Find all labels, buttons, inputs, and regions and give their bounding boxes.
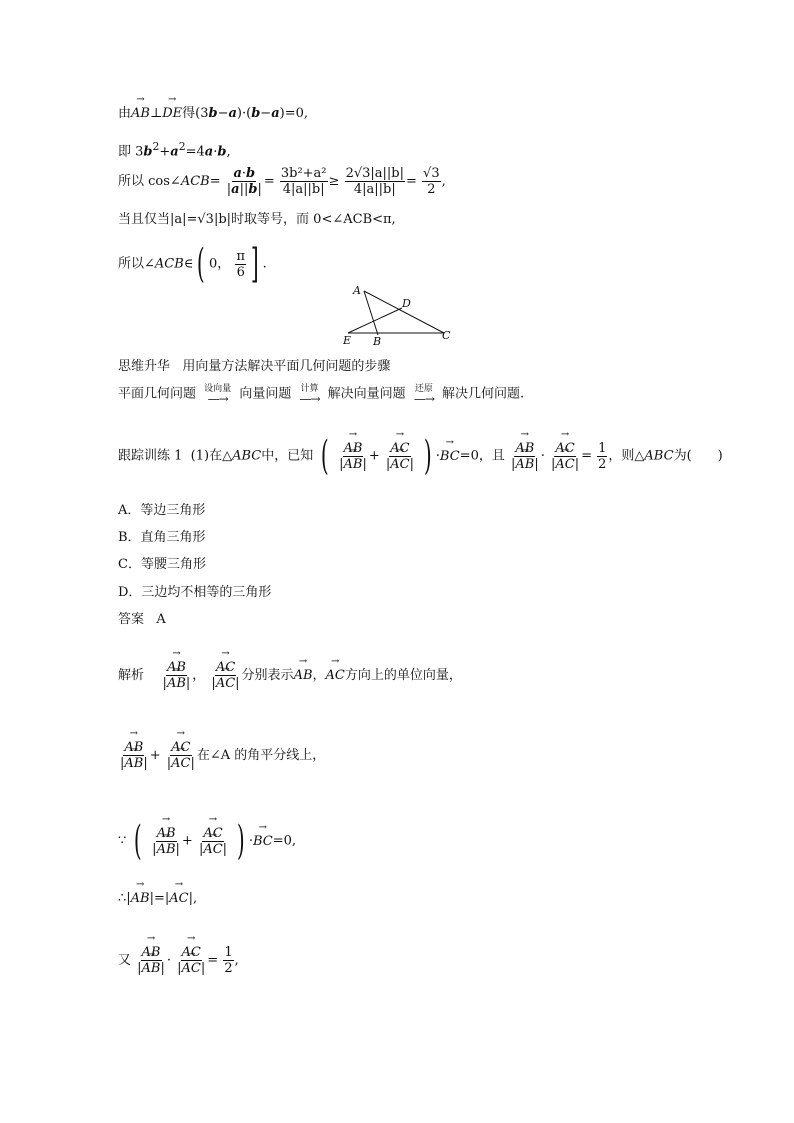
analysis-line-3: ∵ ( → $\frac{AB}{|\to AB|}$ + → $\frac{AC}{|\to AC|}$ ) ·→ BC=0, — [118, 821, 296, 861]
proof-line-5: 所以∠ACB∈( 0， $\frac{\pi}{6}$ ] . — [118, 241, 267, 287]
frac-ab: $\frac{a\cdot b}{|a||b|}$ — [226, 166, 262, 197]
analysis-line-2: → $\frac{AB}{|\to AB|}$ + → $\frac{AC}{|\to AC|}$ 在∠A 的角平分线上， — [118, 740, 325, 771]
proof-line-1: 由→ AB⊥→ DE得(3b−a)·(b−a)=0, — [118, 106, 308, 122]
option-d: D．三边均不相等的三角形 — [118, 585, 272, 600]
proof-line-4: 当且仅当|a|=√3|b|时取等号，而 0<∠ACB<π, — [118, 212, 396, 227]
steps-line: 平面几何问题 设向量 —→ 向量问题 计算 —→ 解决向量问题 还原 —→ 解决几何问题. — [118, 384, 525, 406]
analysis-line-1: 解析 → $\frac{AB}{|\to AB|}$ ， → $\frac{AC}{|\to AC|}$ 分别表示→ AB，→ AC方向上的单位向量， — [118, 660, 462, 691]
proof-line-2: 即 $3b^2+a^2=4a\cdot b$, — [118, 140, 231, 160]
analysis-line-5: 又 → $\frac{AB}{|\to AB|}$ · → $\frac{AC}{|\to AC|}$ = $\frac{1}{2}$ , — [118, 945, 239, 976]
frac-3: $\frac{2√3|a||b|}{4|a||b|}$ — [345, 166, 404, 197]
exercise-line: 跟踪训练 1 (1)在△ABC中，已知 ( → $\frac{AB}{|\to AB|}$ + → $\frac{AC}{|\to AC|}$ ) ·→ BC=0，且 → $\frac{AB}{|\to AB|}$ · → $\frac{AC}{|\to AC|}$ = $\frac{1}{2}$ ，则△ABC为( ) — [118, 436, 723, 476]
summary-heading: 思维升华 用向量方法解决平面几何问题的步骤 — [118, 359, 391, 374]
triangle-diagram — [336, 280, 460, 350]
label-B: B — [373, 335, 382, 348]
frac-4: $\frac{√3}{2}$ — [423, 166, 440, 197]
proof-line-3: 所以 cos∠ACB= $\frac{a\cdot b}{|a||b|}$ = $\frac{\text{3b²+a²}}{4|a||b|}$ ≥ $\frac{2√3|a||b|}{4|a||b|}$ = $\frac{√3}{2}$ , — [118, 166, 446, 197]
label-E: E — [343, 334, 352, 347]
frac-2: $\frac{\text{3b²+a²}}{4|a||b|}$ — [280, 166, 327, 197]
label-D: D — [402, 297, 411, 310]
analysis-line-4: ∴|→ AB|=|→ AC|, — [118, 891, 197, 907]
option-b: B．直角三角形 — [118, 530, 206, 545]
option-a: A．等边三角形 — [118, 503, 206, 518]
label-A: A — [353, 284, 361, 297]
option-c: C．等腰三角形 — [118, 557, 206, 572]
label-C: C — [442, 329, 451, 342]
answer-line: 答案 A — [118, 612, 166, 627]
